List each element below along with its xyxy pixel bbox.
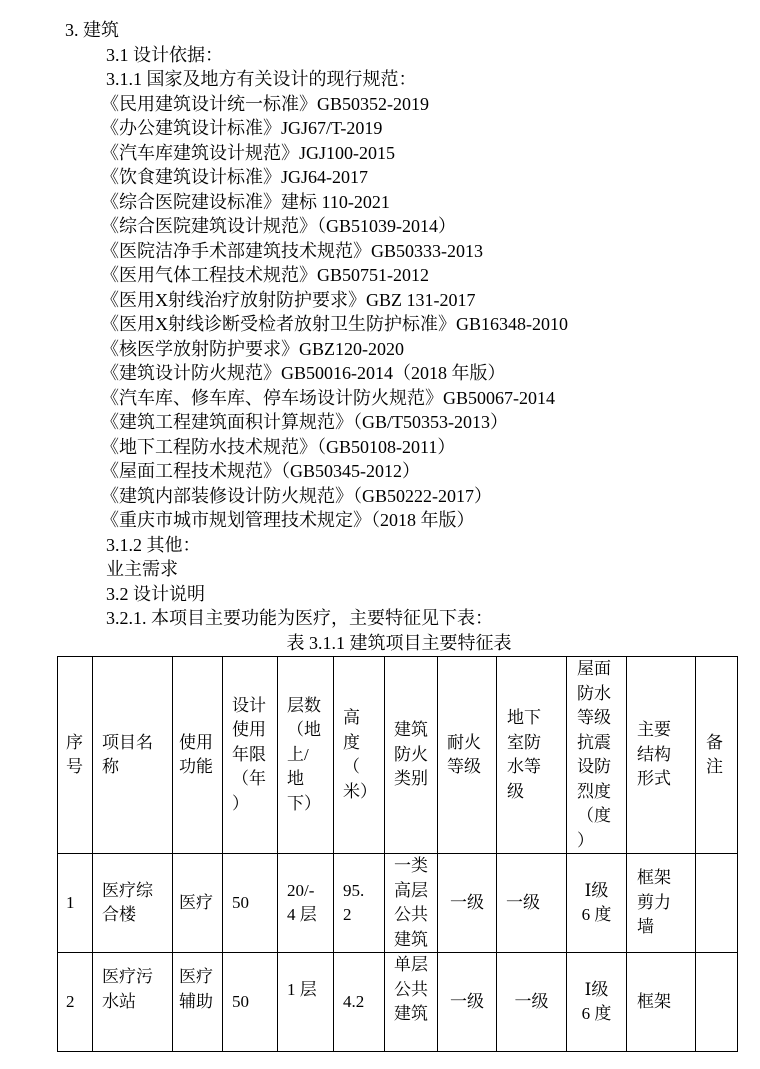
- row-1-cell-design-life: 50: [223, 854, 278, 953]
- header-cell-no: 序 号: [58, 657, 93, 854]
- standard-item: 《建筑内部装修设计防火规范》（GB50222-2017）: [101, 485, 492, 506]
- section-heading-3-1-1: 3.1.1 国家及地方有关设计的现行规范：: [106, 69, 417, 89]
- row-2-cell-height: 4.2: [334, 953, 385, 1052]
- section-heading-3-2-1: 3.2.1. 本项目主要功能为医疗，主要特征见下表：: [106, 608, 493, 628]
- row-1-cell-no: 1: [58, 854, 93, 953]
- section-heading-3-1: 3.1 设计依据：: [106, 44, 223, 65]
- row-2-cell-remarks: [696, 953, 738, 1052]
- row-2-cell-function: 医疗 辅助: [173, 953, 223, 1052]
- row-2-cell-fire-category: 单层 公共 建筑: [385, 953, 438, 1052]
- row-1-cell-function: 医疗: [173, 854, 223, 953]
- header-cell-basement-waterproof: 地下 室防 水等 级: [497, 657, 567, 854]
- standard-item: 《汽车库建筑设计规范》JGJ100-2015: [101, 142, 396, 163]
- section-heading-3: 3. 建筑: [65, 20, 119, 40]
- row-1-cell-name: 医疗综 合楼: [93, 854, 173, 953]
- row-2-cell-structure: 框架: [627, 953, 696, 1052]
- header-cell-design-life: 设计 使用 年限 （年 ）: [223, 657, 278, 854]
- header-cell-name: 项目名 称: [93, 657, 173, 854]
- standard-item: 《建筑设计防火规范》GB50016-2014（2018 年版）: [101, 363, 506, 383]
- table-header-row: [58, 657, 738, 854]
- row-1-cell-remarks: [696, 854, 738, 953]
- standard-item: 《屋面工程技术规范》（GB50345-2012）: [101, 461, 420, 481]
- table-row: [58, 953, 738, 1052]
- table-row: [58, 854, 738, 953]
- owner-requirements-text: 业主需求: [106, 559, 178, 579]
- standard-item: 《医用X射线诊断受检者放射卫生防护标准》GB16348-2010: [101, 314, 568, 334]
- standard-item: 《医用气体工程技术规范》GB50751-2012: [101, 265, 429, 285]
- row-2-cell-fire-resistance: 一级: [438, 953, 497, 1052]
- row-1-cell-basement-waterproof: 一级: [497, 854, 567, 953]
- row-1-cell-roof-waterproof-seismic: Ⅰ级 6 度: [567, 854, 627, 953]
- standard-item: 《民用建筑设计统一标准》GB50352-2019: [101, 93, 429, 114]
- standard-item: 《汽车库、修车库、停车场设计防火规范》GB50067-2014: [101, 387, 555, 408]
- header-cell-roof-waterproof-seismic: 屋面 防水 等级 抗震 设防 烈度 （度 ）: [567, 657, 627, 854]
- row-1-cell-height: 95. 2: [334, 854, 385, 953]
- header-cell-structure: 主要 结构 形式: [627, 657, 696, 854]
- standard-item: 《医院洁净手术部建筑技术规范》GB50333-2013: [101, 240, 483, 261]
- header-cell-height: 高 度 （ 米）: [334, 657, 385, 854]
- standard-item: 《地下工程防水技术规范》（GB50108-2011）: [101, 436, 456, 457]
- section-heading-3-1-2: 3.1.2 其他：: [106, 534, 201, 555]
- standard-item: 《医用X射线治疗放射防护要求》GBZ 131-2017: [101, 289, 476, 310]
- standard-item: 《办公建筑设计标准》JGJ67/T-2019: [101, 118, 383, 138]
- row-2-cell-name: 医疗污 水站: [93, 953, 173, 1052]
- row-2-cell-no: 2: [58, 953, 93, 1052]
- standard-item: 《饮食建筑设计标准》JGJ64-2017: [101, 167, 369, 187]
- row-1-cell-fire-category: 一类 高层 公共 建筑: [385, 854, 438, 953]
- row-1-cell-floors: 20/- 4 层: [278, 854, 334, 953]
- row-1-cell-structure: 框架 剪力 墙: [627, 854, 696, 953]
- row-2-cell-roof-waterproof-seismic: Ⅰ级 6 度: [567, 953, 627, 1052]
- standard-item: 《建筑工程建筑面积计算规范》（GB/T50353-2013）: [101, 412, 508, 432]
- row-2-cell-design-life: 50: [223, 953, 278, 1052]
- standard-item: 《综合医院建设标准》建标 110-2021: [101, 191, 390, 212]
- standard-item: 《核医学放射防护要求》GBZ120-2020: [101, 338, 404, 359]
- row-1-cell-fire-resistance: 一级: [438, 854, 497, 953]
- text-block: [0, 18, 760, 655]
- section-heading-3-2: 3.2 设计说明: [106, 583, 205, 604]
- standard-item: 《综合医院建筑设计规范》（GB51039-2014）: [101, 216, 456, 236]
- row-2-cell-floors: 1 层: [278, 953, 334, 1052]
- header-cell-remarks: 备 注: [696, 657, 738, 854]
- header-cell-fire-category: 建筑 防火 类别: [385, 657, 438, 854]
- table-caption: 表 3.1.1 建筑项目主要特征表: [286, 632, 512, 653]
- header-cell-fire-resistance: 耐火 等级: [438, 657, 497, 854]
- header-cell-floors: 层数 （地 上/ 地 下）: [278, 657, 334, 854]
- row-2-cell-basement-waterproof: 一级: [497, 953, 567, 1052]
- header-cell-function: 使用 功能: [173, 657, 223, 854]
- building-features-table: [57, 656, 738, 1052]
- standard-item: 《重庆市城市规划管理技术规定》（2018 年版）: [101, 510, 475, 530]
